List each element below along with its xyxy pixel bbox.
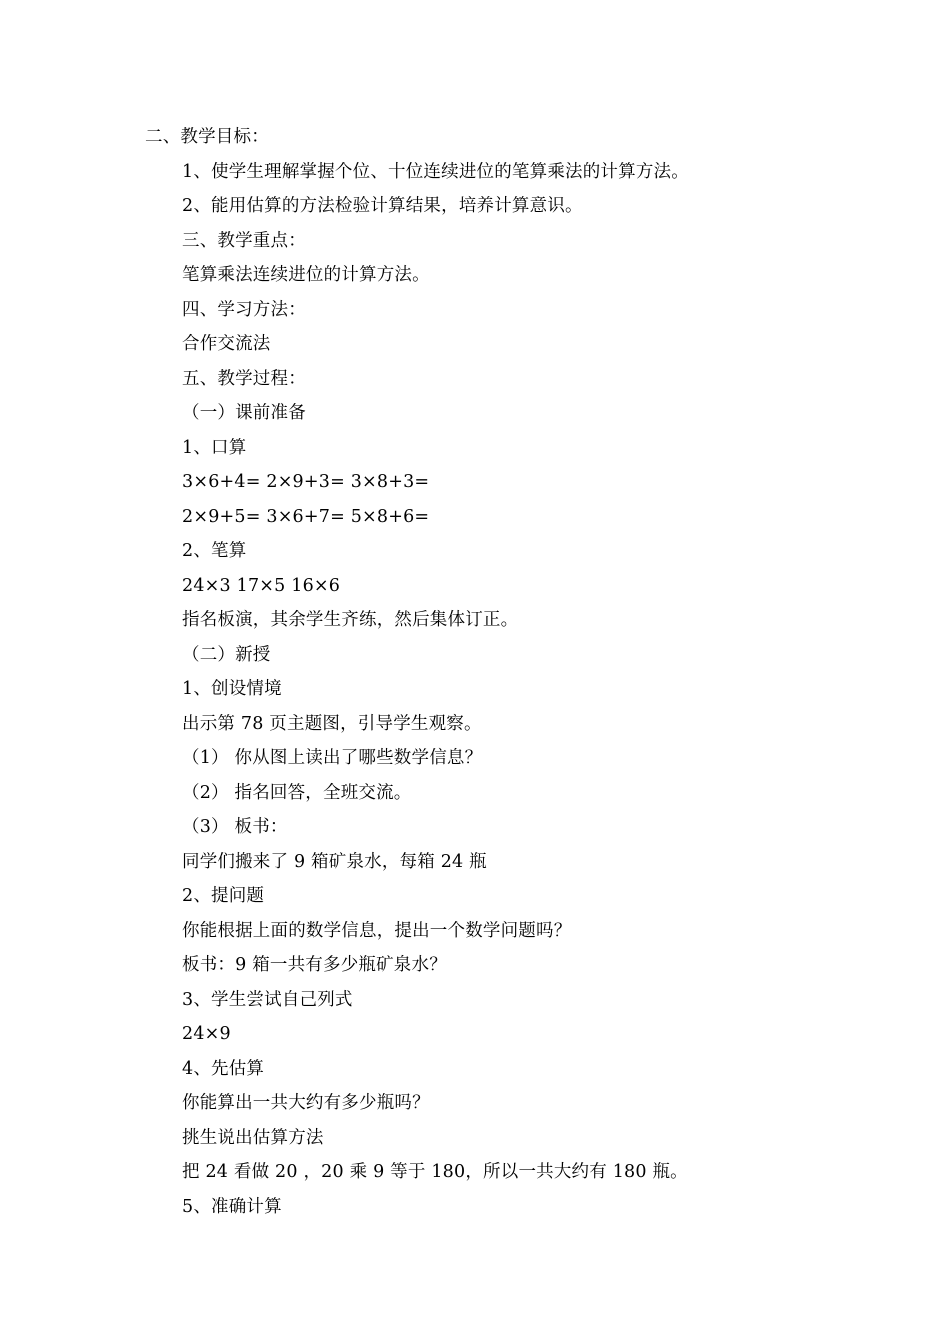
section-heading-learning-method: 四、学习方法： [182,299,306,320]
paragraph-line: 2、提问题 [182,886,265,906]
paragraph-line: （1） 你从图上读出了哪些数学信息？ [182,748,483,768]
paragraph-line: 1、使学生理解掌握个位、十位连续进位的笔算乘法的计算方法。 [182,161,689,182]
document-body [0,120,950,1224]
paragraph-line: 指名板演，其余学生齐练，然后集体订正。 [182,610,519,630]
paragraph-line: 4、先估算 [182,1058,265,1079]
paragraph-line: （2） 指名回答，全班交流。 [182,782,412,803]
section-heading-teaching-goals: 二、教学目标： [145,127,269,147]
paragraph-line: 出示第 78 页主题图，引导学生观察。 [182,713,482,734]
math-exercise-line: 2×9+5= 3×6+7= 5×8+6= [182,506,430,527]
paragraph-line: 笔算乘法连续进位的计算方法。 [182,265,430,285]
paragraph-line: 把 24 看做 20 ，20 乘 9 等于 180，所以一共大约有 180 瓶。 [182,1162,688,1182]
paragraph-line: 你能根据上面的数学信息，提出一个数学问题吗？ [182,920,572,941]
paragraph-line: （3） 板书： [182,817,288,837]
subsection-heading-preparation: （一）课前准备 [182,403,306,423]
section-heading-teaching-process: 五、教学过程： [182,368,306,389]
subsection-heading-new-lesson: （二）新授 [182,644,271,665]
section-heading-key-points: 三、教学重点： [182,230,306,251]
math-exercise-line: 3×6+4= 2×9+3= 3×8+3= [182,472,430,492]
math-exercise-line: 24×3 17×5 16×6 [182,575,341,596]
paragraph-line: 1、创设情境 [182,679,282,699]
paragraph-line: 2、笔算 [182,541,247,561]
paragraph-line: 1、口算 [182,437,247,458]
math-exercise-line: 24×9 [182,1024,231,1044]
paragraph-line: 3、学生尝试自己列式 [182,989,353,1010]
paragraph-line: 挑生说出估算方法 [182,1127,324,1148]
paragraph-line: 板书：9 箱一共有多少瓶矿泉水？ [182,955,447,975]
paragraph-line: 5、准确计算 [182,1196,282,1217]
paragraph-line: 你能算出一共大约有多少瓶吗？ [182,1093,430,1113]
paragraph-line: 同学们搬来了 9 箱矿泉水，每箱 24 瓶 [182,851,487,872]
paragraph-line: 合作交流法 [182,334,271,354]
paragraph-line: 2、能用估算的方法检验计算结果，培养计算意识。 [182,196,583,216]
